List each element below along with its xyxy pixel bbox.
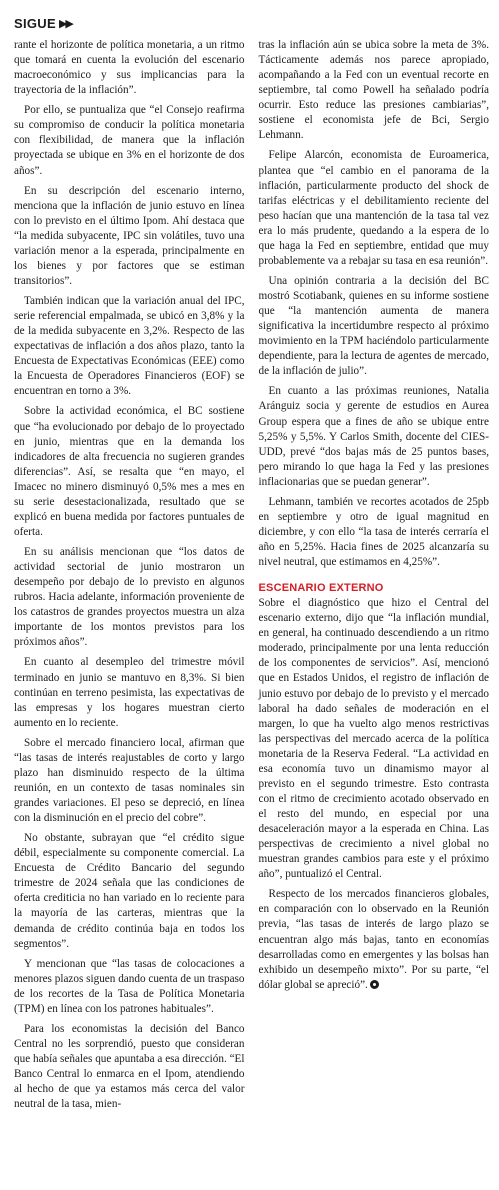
- paragraph: Sobre la actividad económica, el BC sostiene que “ha evolucionado por debajo de lo proyectado en junio, mientras que en la demanda los indicadores de alta frecuencia no sugieren grandes diferencias”. Así, se resalta que “en mayo, el Imacec no minero disminuyó 0,5% mes a mes en su serie desestacionalizada, resultado que se explicó en buena medida por factores puntuales de oferta.: [14, 405, 245, 538]
- paragraph: En su descripción del escenario interno, menciona que la inflación de junio estuvo en línea con lo previsto en el último Ipom. Ahí destaca que “la medida subyacente, IPC sin volátiles, tuvo una variación menor a la esperada, principalmente en los bienes y por factores que se estiman transitorios”.: [14, 184, 245, 287]
- paragraph: Por ello, se puntualiza que “el Consejo reafirma su compromiso de conducir la política monetaria con flexibilidad, de manera que la inflación proyectada se ubique en 3% en el horizonte de dos años”.: [14, 104, 245, 177]
- paragraph: Para los economistas la decisión del Banco Central no les sorprendió, puesto que consideran que había señales que apuntaba a esa dirección. “El Banco Central lo enmarca en el Ipom, atendiendo al hecho de que ya estamos más cerca del valor neutral de la tasa, mien-: [14, 1022, 245, 1111]
- right-column: [259, 38, 490, 1117]
- paragraph: No obstante, subrayan que “el crédito sigue débil, especialmente su componente comercial. La Encuesta de Crédito Bancario del segundo trimestre de 2024 señala que las condiciones de oferta crediticia no han variado en lo reciente para la mayoría de las carteras, mientras que la demanda de crédito continúa baja en todos los segmentos”.: [14, 832, 245, 950]
- section-heading: ESCENARIO EXTERNO: [258, 582, 384, 595]
- paragraph-text: Respecto de los mercados financieros globales, en comparación con lo observado en la Reunión previa, “las tasas de interés de largo plazo se encuentran algo más bajas, tanto en economías desarrolladas como en emergentes y las bolsas han exhibido un desempeño mixto”. Por su parte, “el dólar global se apreció”.: [258, 888, 489, 991]
- paragraph: Sobre el diagnóstico que hizo el Central del escenario externo, dijo que “la inflación mundial, en general, ha continuado descendiendo a un ritmo moderado, principalmente por una lenta reducción de los componentes de servicios”. Así, mencionó que en Estados Unidos, el registro de inflación de junio estuvo por debajo de lo previsto y el mercado laboral ha dado señales de moderación en el margen, lo que ha vuelto algo menos restrictivas las perspectivas del mercado acerca de la política monetaria de la Reserva Federal. “La actividad en esa economía tuvo un dinamismo mayor al previsto en el segundo trimestre. Esto contrasta con el ritmo de crecimiento acotado observado en el resto del mundo, en especial por una desaceleración mayor a la esperada en China. Las perspectivas de crecimiento a nivel global no muestran grandes cambios para este y el próximo año”, puntualizó el Central.: [258, 597, 489, 881]
- paragraph: Y mencionan que “las tasas de colocaciones a menores plazos siguen dando cuenta de un traspaso de los recortes de la Tasa de Política Monetaria (TPM) en línea con los patrones habituales”.: [14, 957, 245, 1015]
- article-columns: [14, 38, 489, 1117]
- paragraph: [259, 887, 490, 992]
- paragraph: En su análisis mencionan que “los datos de actividad sectorial de junio mostraron un desempeño por debajo de lo previsto en algunos rubros. Hacia adelante, información proveniente de los catastros de grandes proyectos muestra un alza importante de los montos previstos para los próximos años”.: [14, 546, 245, 649]
- paragraph: Felipe Alarcón, economista de Euroamerica, plantea que “el cambio en el panorama de la inflación, particularmente producto del shock de tarifas eléctricas y el debilitamiento reciente del peso hacían que una mantención de la tasa tal vez era lo más prudente, quedando a la espera de lo que haga la Fed en septiembre, entidad que muy probablemente va a rebajar su tasa en esa reunión”.: [258, 149, 489, 267]
- paragraph: En cuanto a las próximas reuniones, Natalia Aránguiz socia y gerente de estudios en Aurea Group espera que a fines de año se ubique entre 5,25% y 5,5%. Y Carlos Smith, docente del CIES-UDD, prevé “dos bajas más de 25 puntos bases, pero mirando lo que haga la Fed y las presiones inflacionarias que se puedan generar”.: [258, 385, 489, 488]
- paragraph: En cuanto al desempleo del trimestre móvil terminado en junio se mantuvo en 8,3%. Si bien continúan en terreno pesimista, las expectativas de las empresas y los hogares muestran cierto aumento en lo reciente.: [14, 656, 245, 729]
- paragraph: Sobre el mercado financiero local, afirman que “las tasas de interés reajustables de corto y largo plazo han disminuido respecto de la última reunión, en un contexto de tasas nominales sin grandes variaciones. El peso se depreció, en línea con la disminución en el precio del cobre”.: [14, 736, 245, 825]
- continue-label: SIGUE: [14, 15, 56, 31]
- end-of-article-icon: [370, 980, 379, 989]
- paragraph: Lehmann, también ve recortes acotados de 25pb en septiembre y otro de igual magnitud en diciembre, y con ello “la tasa de interés cerraría el año en 5,25%. Hacia fines de 2025 alcanzaría su nivel neutral, que estimamos en 4,25%”.: [258, 495, 489, 569]
- left-column: [14, 38, 245, 1117]
- paragraph: tras la inflación aún se ubica sobre la meta de 3%. Tácticamente además nos parece apropiado, acompañando a la Fed con un eventual recorte en septiembre, tal como Powell ha señalado podría ocurrir. Esto reduce las presiones cambiarias”, sostiene el economista jefe de Bci, Sergio Lehmann.: [258, 39, 489, 142]
- paragraph: También indican que la variación anual del IPC, serie referencial empalmada, se ubicó en 3,8% y la de la medida subyacente en 3,2%. Respecto de las expectativas de inflación a dos años plazo, tanto la Encuesta de Expectativas Económicas (EEE) como la Encuesta de Operadores Financieros (EOF) se encuentran en torno a 3%.: [14, 295, 245, 398]
- paragraph: Una opinión contraria a la decisión del BC mostró Scotiabank, quienes en su informe sostiene que “la mantención aumenta de manera significativa la incertidumbre respecto al próximo movimiento en la TPM haciéndolo particularmente dependiente, para la lectura de agentes de mercado, de la inflación de julio”.: [258, 274, 489, 378]
- double-arrow-right-icon: ▶▶: [58, 17, 72, 30]
- continue-marker: [14, 10, 489, 36]
- paragraph: rante el horizonte de política monetaria, a un ritmo que tomará en cuenta la evolución del escenario macroeconómico y sus implicancias para la trayectoria de la inflación”.: [14, 39, 245, 97]
